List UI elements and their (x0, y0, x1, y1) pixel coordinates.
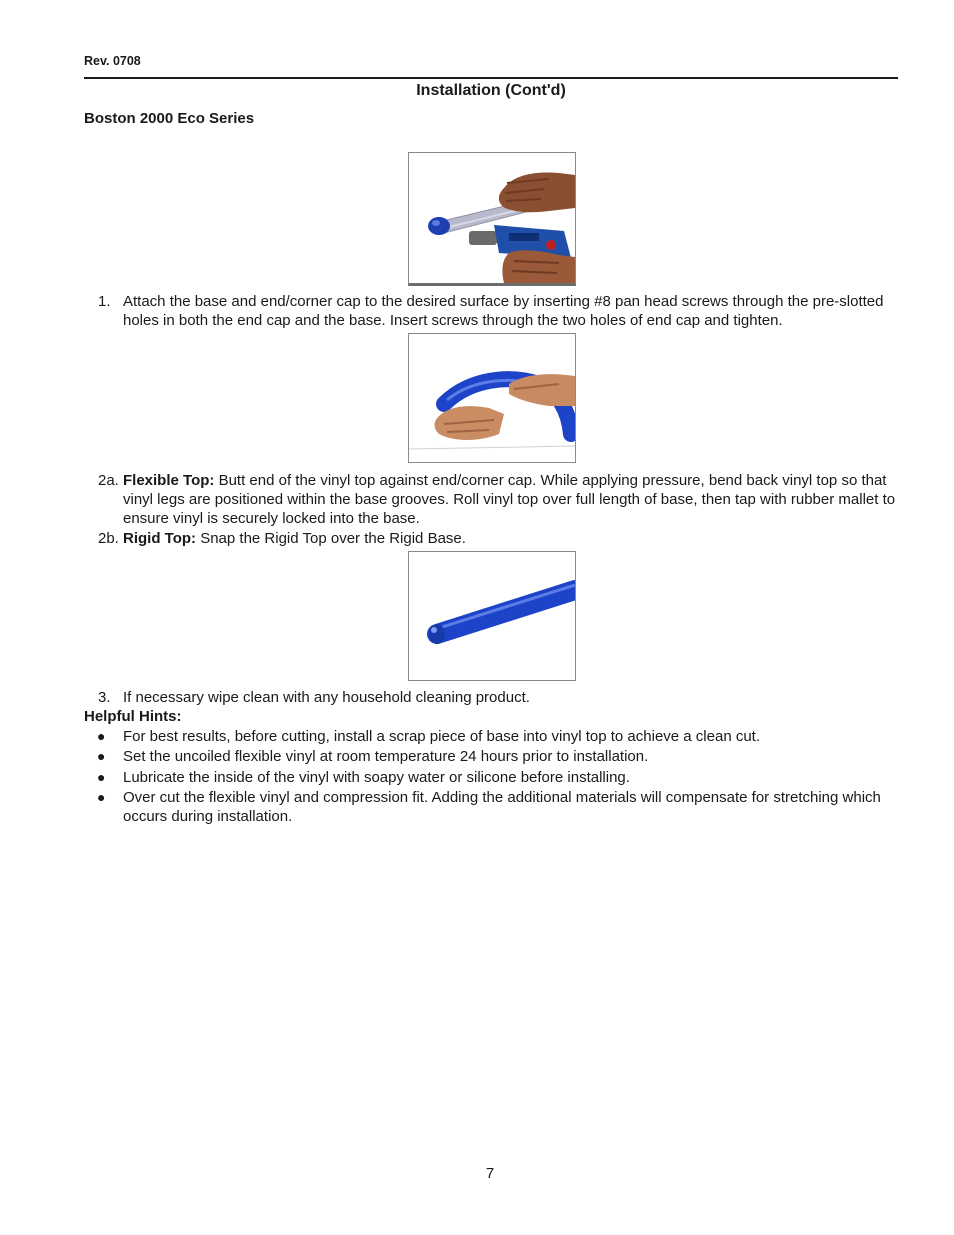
bullet-icon: ● (97, 728, 106, 744)
step-text (123, 471, 898, 528)
step-2b (84, 529, 898, 548)
step-body: Butt end of the vinyl top against end/corner cap. While applying pressure, bend back vinyl top so that vinyl legs are positioned within the base grooves. Roll vinyl top over full length of base, then tap with rubber mallet to ensure vinyl is securely locked into the base. (123, 472, 896, 527)
photo-attach-end-cap (408, 152, 576, 286)
bullet-icon: ● (97, 748, 106, 764)
step-number: 1. (98, 293, 111, 310)
hint-text: Set the uncoiled flexible vinyl at room temperature 24 hours prior to installation. (123, 748, 649, 765)
step-text (123, 529, 898, 548)
helpful-hints-title: Helpful Hints: (84, 708, 182, 725)
header-rule (84, 77, 898, 79)
step-text: Attach the base and end/corner cap to the desired surface by inserting #8 pan head screws through the pre-slotted holes in both the end cap and the base. Insert screws through the two holes of end cap and tighten. (123, 293, 884, 329)
hint-item (84, 747, 898, 766)
rigid-top-illustration (409, 552, 575, 680)
bullet-icon: ● (97, 789, 106, 805)
hint-item (84, 727, 898, 746)
series-title: Boston 2000 Eco Series (84, 110, 255, 127)
step-body: Snap the Rigid Top over the Rigid Base. (196, 530, 466, 547)
step-number: 3. (98, 689, 111, 706)
hint-item (84, 788, 898, 826)
hint-text: Lubricate the inside of the vinyl with soapy water or silicone before installing. (123, 769, 630, 786)
step-1 (84, 292, 898, 330)
photo-rigid-top (408, 551, 576, 681)
step-text: If necessary wipe clean with any household cleaning product. (123, 689, 530, 706)
step-2a (84, 471, 898, 528)
step-3 (84, 688, 898, 707)
step-label: Flexible Top: (123, 472, 215, 489)
step-label: Rigid Top: (123, 530, 197, 547)
hint-text: For best results, before cutting, install a scrap piece of base into vinyl top to achieve a clean cut. (123, 728, 761, 745)
flexible-vinyl-illustration (409, 334, 575, 462)
drill-illustration (409, 153, 575, 283)
section-title: Installation (Cont'd) (416, 82, 566, 99)
photo-flexible-top (408, 333, 576, 463)
step-number: 2b. (98, 530, 119, 547)
bullet-icon: ● (97, 769, 106, 785)
hint-text: Over cut the flexible vinyl and compression fit. Adding the additional materials will compensate for stretching which occurs during installation. (123, 789, 881, 825)
revision-label: Rev. 0708 (84, 54, 141, 68)
step-number: 2a. (98, 472, 119, 489)
hint-item (84, 768, 898, 787)
page-number: 7 (485, 1165, 495, 1182)
